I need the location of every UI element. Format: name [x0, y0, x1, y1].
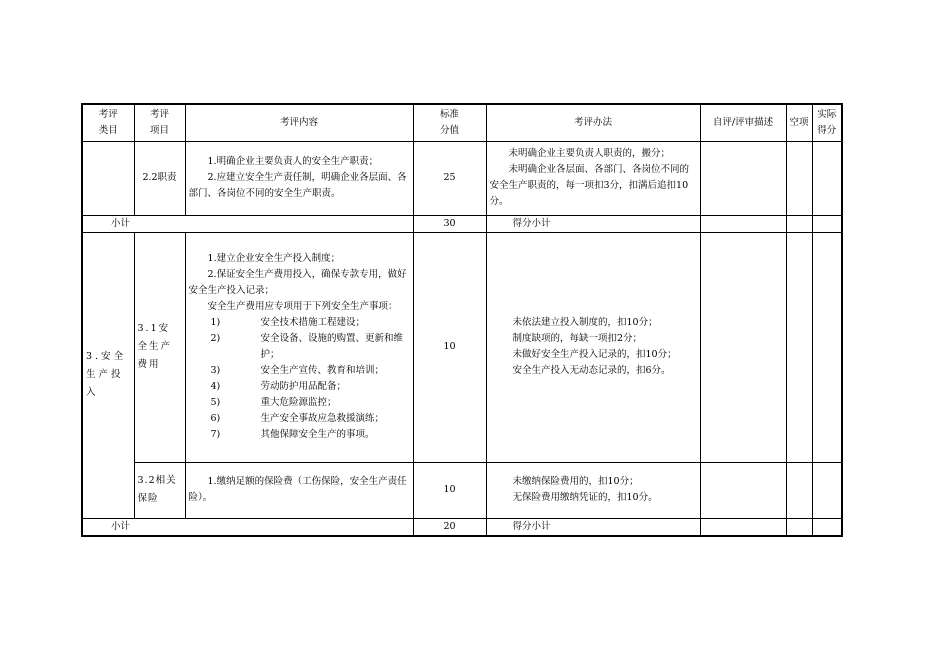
empty-cell[interactable] — [786, 232, 812, 462]
subtotal-method: 得分小计 — [486, 518, 700, 536]
subtotal-method: 得分小计 — [486, 215, 700, 232]
self-eval-cell[interactable] — [700, 215, 786, 232]
item-2-2: 2.2职责 — [134, 141, 185, 215]
header-method: 考评办法 — [486, 104, 700, 141]
header-item: 考评 项目 — [134, 104, 185, 141]
content-3-2: 1.缴纳足额的保险费（工伤保险，安全生产责任险）。 — [185, 462, 413, 518]
row-3-2 — [82, 462, 842, 518]
subtotal-label: 小计 — [82, 215, 413, 232]
subtotal-label: 小计 — [82, 518, 413, 536]
header-score: 标准 分值 — [413, 104, 486, 141]
item-3-1: 3.1安全生产费用 — [134, 232, 185, 462]
list-item: 5) 重大危险源监控； — [210, 397, 337, 408]
method-3-1: 未依法建立投入制度的，扣10分； 制度缺项的，每缺一项扣2分； 未做好安全生产投入记录的，扣10分； 安全生产投入无动态记录的，扣6分。 — [486, 232, 700, 462]
empty-cell[interactable] — [786, 462, 812, 518]
header-self-eval: 自评/评审描述 — [700, 104, 786, 141]
subtotal-score: 30 — [413, 215, 486, 232]
list-item: 4) 劳动防护用品配备； — [210, 381, 347, 392]
list-item: 1) 安全技术措施工程建设； — [210, 317, 366, 328]
header-row — [82, 104, 842, 141]
content-2-2: 1.明确企业主要负责人的安全生产职责； 2.应建立安全生产责任制，明确企业各层面、各部门、各岗位不同的安全生产职责。 — [185, 141, 413, 215]
header-empty: 空项 — [786, 104, 812, 141]
score-3-2: 10 — [413, 462, 486, 518]
evaluation-table — [81, 103, 843, 537]
header-actual: 实际 得分 — [812, 104, 842, 141]
actual-cell[interactable] — [812, 141, 842, 215]
subtotal-row-1 — [82, 215, 842, 232]
item-3-2: 3.2相关保险 — [134, 462, 185, 518]
score-3-1: 10 — [413, 232, 486, 462]
actual-cell[interactable] — [812, 518, 842, 536]
actual-cell[interactable] — [812, 462, 842, 518]
list-item: 6) 生产安全事故应急救援演练； — [210, 413, 385, 424]
list-item: 3) 安全生产宣传、教育和培训； — [210, 365, 385, 376]
actual-cell[interactable] — [812, 232, 842, 462]
empty-cell[interactable] — [786, 141, 812, 215]
empty-cell[interactable] — [786, 518, 812, 536]
cell-empty — [82, 141, 134, 215]
header-category: 考评 类目 — [82, 104, 134, 141]
subtotal-row-2 — [82, 518, 842, 536]
self-eval-cell[interactable] — [700, 232, 786, 462]
actual-cell[interactable] — [812, 215, 842, 232]
subtotal-score: 20 — [413, 518, 486, 536]
score-2-2: 25 — [413, 141, 486, 215]
method-2-2: 未明确企业主要负责人职责的，搬分； 未明确企业各层面、各部门、各岗位不同的安全生产职责的，每一项扣3分，扣满后追扣10分。 — [486, 141, 700, 215]
row-3-1 — [82, 232, 842, 462]
category-3: 3.安全生产投入 — [82, 232, 134, 518]
header-content: 考评内容 — [185, 104, 413, 141]
self-eval-cell[interactable] — [700, 518, 786, 536]
row-2-2 — [82, 141, 842, 215]
empty-cell[interactable] — [786, 215, 812, 232]
self-eval-cell[interactable] — [700, 141, 786, 215]
method-3-2: 未缴纳保险费用的，扣10分； 无保险费用缴纳凭证的，扣10分。 — [486, 462, 700, 518]
self-eval-cell[interactable] — [700, 462, 786, 518]
list-item: 7) 其他保障安全生产的事项。 — [210, 429, 375, 440]
content-3-1: 1.建立企业安全生产投入制度； 2.保证安全生产费用投入，确保专款专用，做好安全生产投入记录； 安全生产费用应专项用于下列安全生产事项： 1) 安全技术措施工程建设； 2) 安全设备、设施的购置、更新和维护； 3) 安全生产宣传、教育和培训； 4) 劳动防护用品配备； 5) 重大危险源监控； 6) 生产安全事故应急救援演练； 7) 其他保障安全生产的事项。 — [185, 232, 413, 462]
list-item: 2) 安全设备、设施的购置、更新和维护； — [210, 333, 404, 360]
